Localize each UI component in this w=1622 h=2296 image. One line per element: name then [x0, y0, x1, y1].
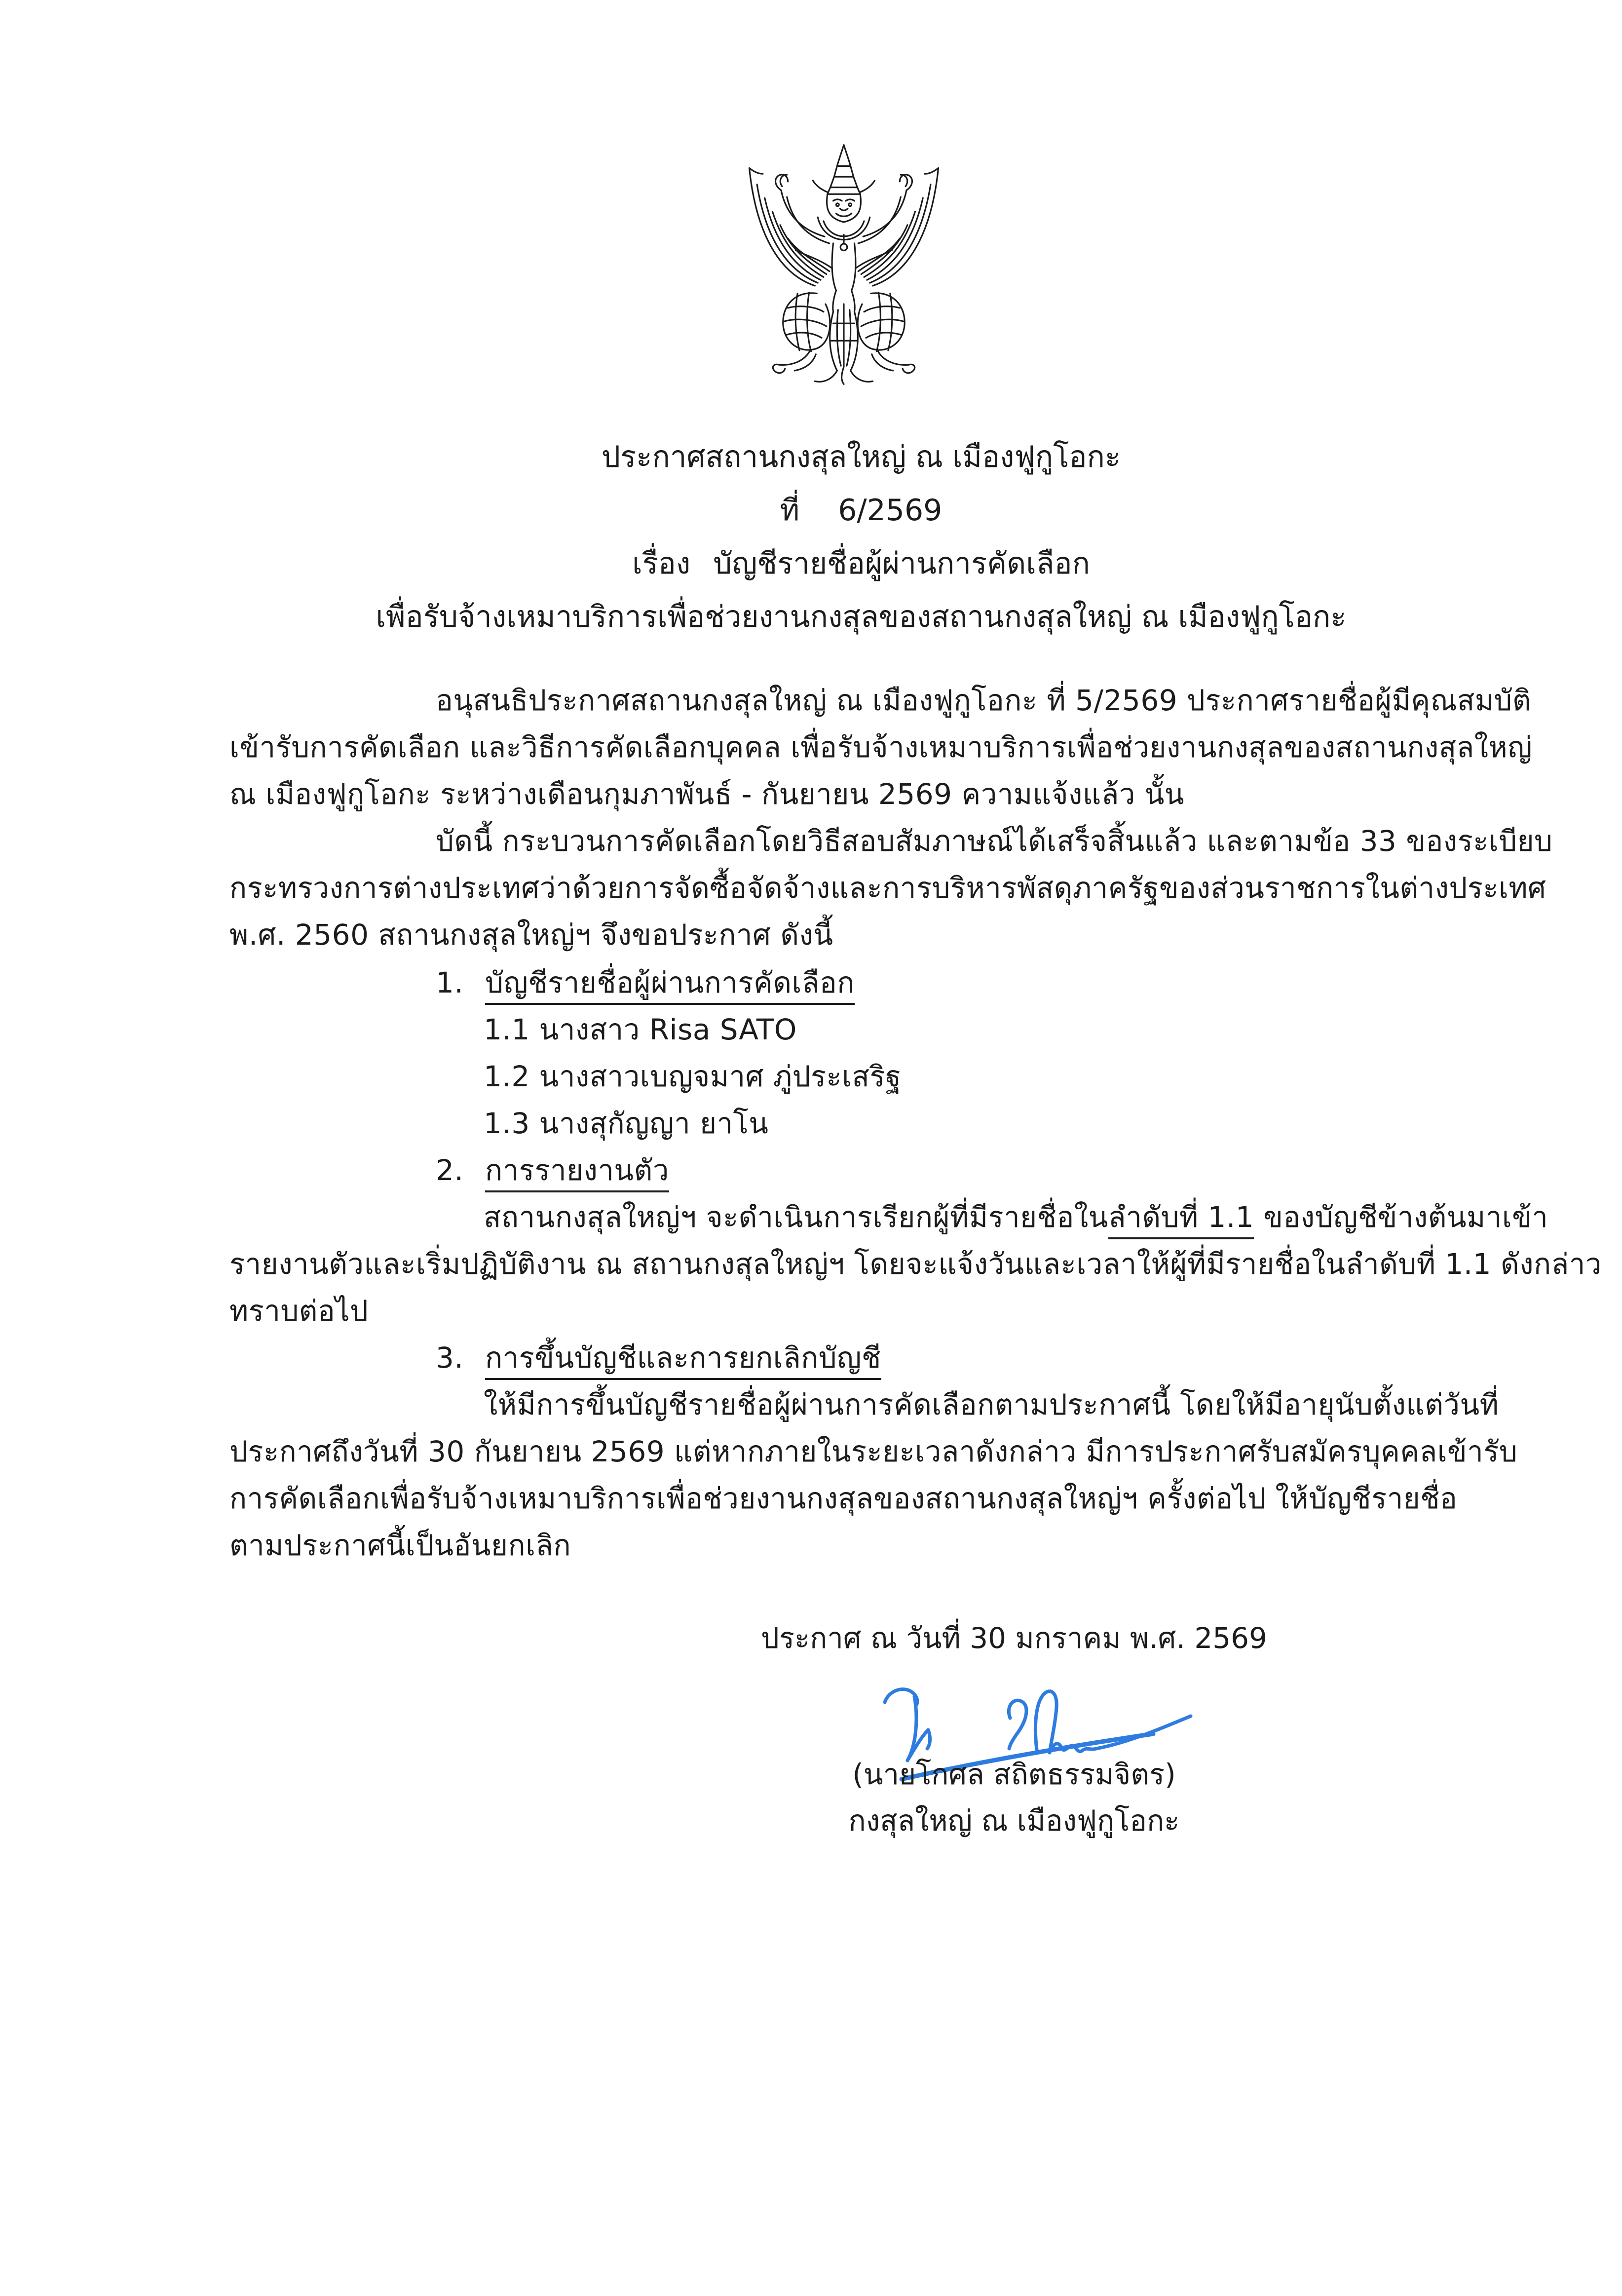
paragraph1-line1: อนุสนธิประกาศสถานกงสุลใหญ่ ณ เมืองฟูกูโอกะ ที่ 5/2569 ประกาศรายชื่อผู้มีคุณสมบัติ [436, 684, 1532, 717]
section1-heading-line [229, 959, 1622, 1006]
section2-line2: รายงานตัวและเริ่มปฏิบัติงาน ณ สถานกงสุลใหญ่ฯ โดยจะแจ้งวันและเวลาให้ผู้ที่มีรายชื่อในลำดับที่ 1.1 ดังกล่าว [229, 1247, 1602, 1281]
paragraph1-line3: ณ เมืองฟูกูโอกะ ระหว่างเดือนกุมภาพันธ์ - กันยายน 2569 ความแจ้งแล้ว นั้น [229, 777, 1185, 811]
title-line-1: ประกาศสถานกงสุลใหญ่ ณ เมืองฟูกูโอกะ [601, 440, 1121, 474]
title-number-label: ที่ [780, 493, 800, 528]
section3-number: 3. [436, 1341, 464, 1375]
paragraph2-line1: บัดนี้ กระบวนการคัดเลือกโดยวิธีสอบสัมภาษณ์ได้เสร็จสิ้นแล้ว และตามข้อ 33 ของระเบียบ [436, 824, 1553, 858]
list-item: 1.2 นางสาวเบญจมาศ ภู่ประเสริฐ [484, 1060, 902, 1093]
signer-position-line: กงสุลใหญ่ ณ เมืองฟูกูโอกะ [848, 1804, 1180, 1837]
section1-number: 1. [436, 966, 464, 999]
section2-number: 2. [436, 1153, 464, 1187]
section2-line1-pre: สถานกงสุลใหญ่ฯ จะดำเนินการเรียกผู้ที่มีรายชื่อใน [484, 1200, 1108, 1234]
section3-heading: การขึ้นบัญชีและการยกเลิกบัญชี [485, 1341, 881, 1380]
list-item: 1.3 นางสุกัญญา ยาโน [484, 1107, 769, 1140]
section2-heading-line [229, 1147, 1622, 1194]
section3-line1: ให้มีการขึ้นบัญชีรายชื่อผู้ผ่านการคัดเลือกตามประกาศนี้ โดยให้มีอายุนับตั้งแต่วันที่ [484, 1388, 1499, 1421]
section2-line3: ทราบต่อไป [229, 1294, 369, 1328]
subject-value: บัญชีรายชื่อผู้ผ่านการคัดเลือก [713, 546, 1090, 581]
section3-line4: ตามประกาศนี้เป็นอันยกเลิก [229, 1529, 571, 1562]
list-item: 1.1 นางสาว Risa SATO [484, 1013, 797, 1046]
section3-line2: ประกาศถึงวันที่ 30 กันยายน 2569 แต่หากภายในระยะเวลาดังกล่าว มีการประกาศรับสมัครบุคคลเข้ารับ [229, 1435, 1518, 1468]
title-line-3 [229, 537, 1493, 590]
subject-label: เรื่อง [632, 546, 691, 581]
garuda-emblem [738, 137, 950, 390]
section3-heading-line [229, 1335, 1622, 1381]
section2-line1-underlined: ลำดับที่ 1.1 [1108, 1200, 1254, 1239]
section3-line3: การคัดเลือกเพื่อรับจ้างเหมาบริการเพื่อช่วยงานกงสุลของสถานกงสุลใหญ่ฯ ครั้งต่อไป ให้บัญชีรายชื่อ [229, 1482, 1458, 1515]
title-line-4: เพื่อรับจ้างเหมาบริการเพื่อช่วยงานกงสุลของสถานกงสุลใหญ่ ณ เมืองฟูกูโอกะ [376, 600, 1347, 634]
title-number-value: 6/2569 [838, 493, 943, 528]
section2-line1-post: ของบัญชีข้างต้นมาเข้า [1254, 1200, 1548, 1234]
paragraph2-line2: กระทรวงการต่างประเทศว่าด้วยการจัดซื้อจัดจ้างและการบริหารพัสดุภาครัฐของส่วนราชการในต่างประเทศ [229, 871, 1547, 905]
paragraph1-line2: เข้ารับการคัดเลือก และวิธีการคัดเลือกบุคคล เพื่อรับจ้างเหมาบริการเพื่อช่วยงานกงสุลของสถานกงสุลใหญ่ [229, 730, 1533, 764]
garuda-emblem-drawing [738, 137, 950, 390]
title-line-2 [229, 484, 1493, 537]
section1-heading: บัญชีรายชื่อผู้ผ่านการคัดเลือก [485, 966, 855, 1005]
section2-heading: การรายงานตัว [485, 1153, 669, 1192]
section2-line1 [229, 1194, 1622, 1241]
paragraph2-line3: พ.ศ. 2560 สถานกงสุลใหญ่ฯ จึงขอประกาศ ดังนี้ [229, 918, 833, 952]
announcement-date-line: ประกาศ ณ วันที่ 30 มกราคม พ.ศ. 2569 [761, 1621, 1267, 1655]
signer-name-line: (นายโกศล สถิตธรรมจิตร) [852, 1758, 1176, 1791]
